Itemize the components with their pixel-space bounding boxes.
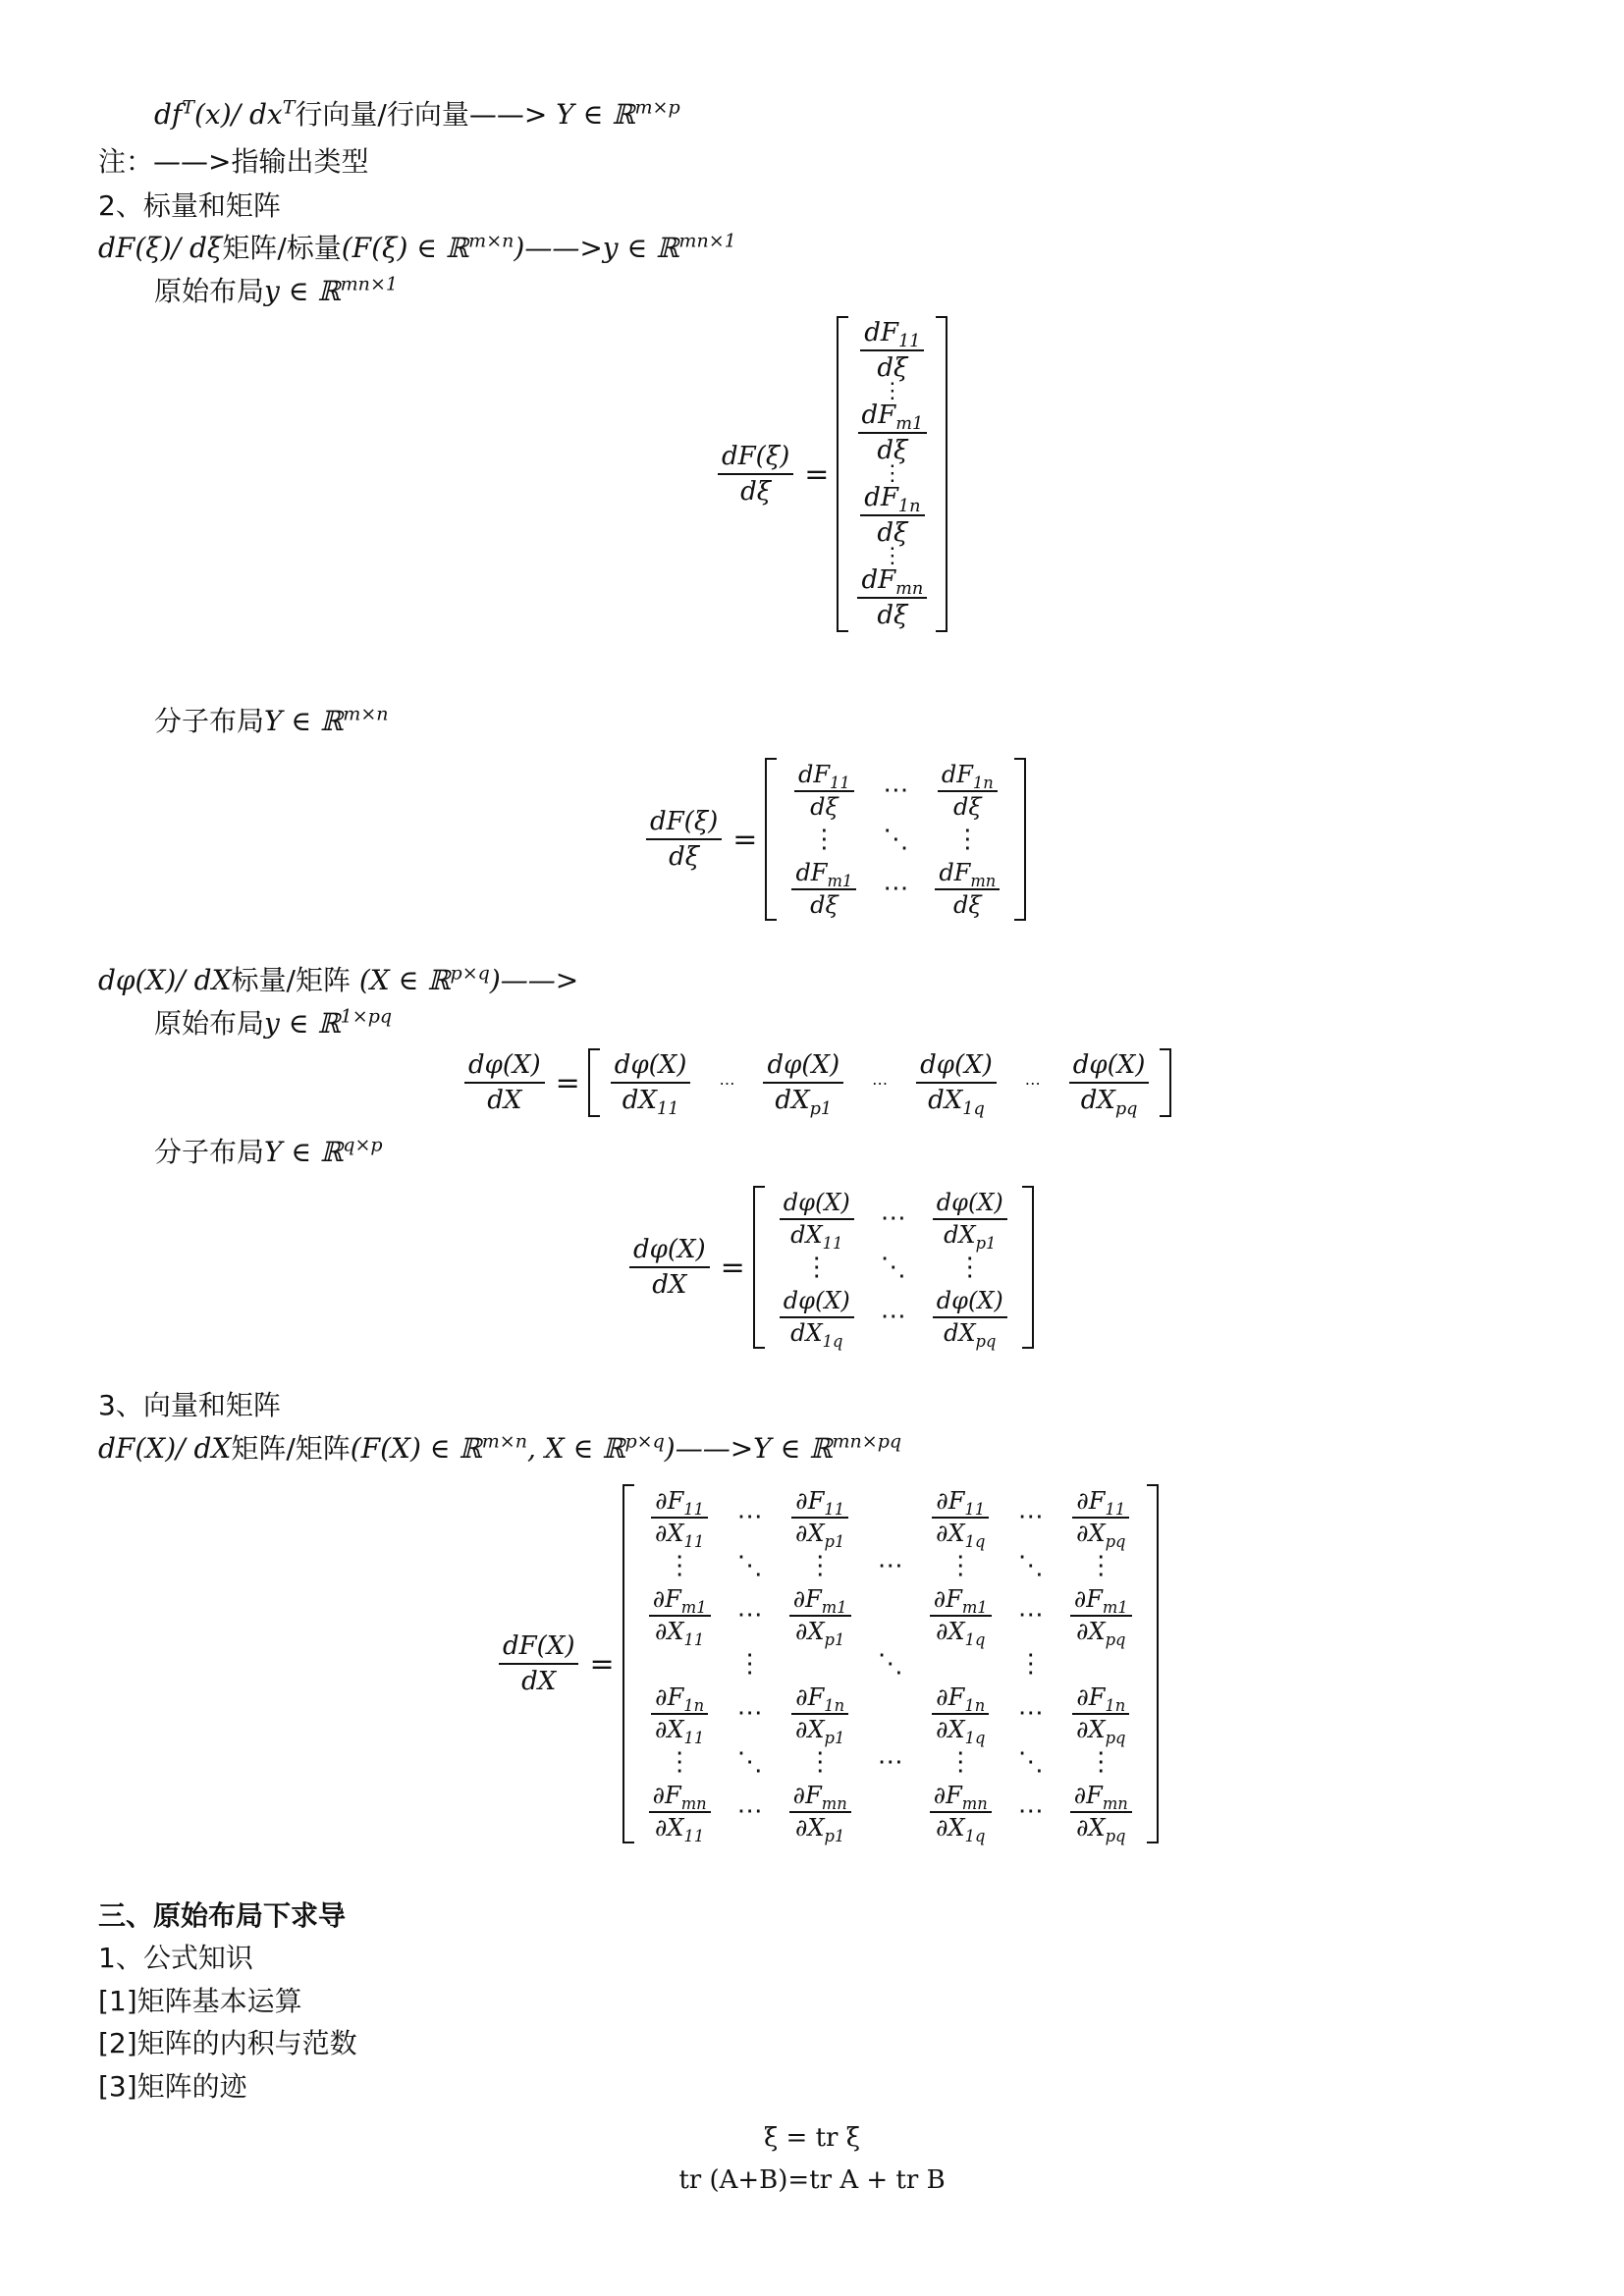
equation-dF-dxi-matrix: $\frac{dF(\xi)}{d\xi}$ = $\frac{dF_{11}}{d\xi}$ ⋯ $\frac{dF_{1n}}{d\xi}$ ⋮ ⋱ ⋮ $\frac{dF_{m1}}{d\xi}$ ⋯ $\frac{dF_{mn}}{d\xi}$	[643, 758, 1026, 921]
matrix-dots: ⋮	[667, 1747, 693, 1777]
matrix-dots	[1056, 1647, 1147, 1681]
entry-1n: $\frac{dF_{1n}}{d\xi}$	[857, 483, 927, 548]
matrix-dots: ⋮	[736, 1649, 763, 1679]
equation-dF-dX-matrix: $\frac{dF(X)}{dX}$ = $\frac{\partial F_{11}}{\partial X_{11}}$ ⋯ $\frac{\partial F_{11}}{\partial X_{p1}}$ $\frac{\partial F_{11}}{\partial X_{1q}}$ ⋯ $\frac{\partial F_{11}}{\partial X_{pq}}$ ⋮ ⋱ ⋮ ⋯ ⋮ ⋱ ⋮ $\frac{\partial F_{m1}}{\partial X_{11}}$ ⋯ $\frac{\partial F_{m1}}{\partial X_{p1}}$ $\frac{\partial F_{m1}}{\partial X_{1q}}$ ⋯ $\frac{\partial F_{m1}}{\partial X_{pq}}$ ⋮ ⋱ ⋮ $\frac{\partial F_{1n}}{\partial X_{11}}$ ⋯ $\frac{\partial F_{1n}}{\partial X_{p1}}$ $\frac{\partial F_{1n}}{\partial X_{1q}}$ ⋯ $\frac{\partial F_{1n}}{\partial X_{pq}}$ ⋮ ⋱ ⋮ ⋯ ⋮ ⋱ ⋮ $\frac{\partial F_{mn}}{\partial X_{11}}$ ⋯ $\frac{\partial F_{mn}}{\partial X_{p1}}$ $\frac{\partial F_{mn}}{\partial X_{1q}}$ ⋯ $\frac{\partial F_{mn}}{\partial X_{pq}}$	[496, 1484, 1159, 1843]
matrix-dots: ⋯	[736, 1502, 763, 1531]
matrix-entry: $\frac{\partial F_{m1}}{\partial X_{pq}}$	[1056, 1582, 1147, 1647]
line-dfT: $df^T(x)/$ $dx^T$行向量/行向量——> Y ∈ ℝ$^{m\times p}$	[154, 96, 680, 131]
matrix-dots: ⋯	[736, 1600, 763, 1629]
line-dF-dX: dF(X)/ dX矩阵/矩阵(F(X) ∈ ℝ$^{m\times n}$, X ∈ ℝ$^{p\times q}$)——>Y ∈ ℝ$^{mn\times pq}$	[98, 1430, 902, 1465]
trace-identity-1: ξ = tr ξ	[763, 2123, 861, 2153]
matrix-entry: $\frac{\partial F_{1n}}{\partial X_{1q}}$	[915, 1681, 1006, 1745]
matrix-dots: ⋯	[1017, 1600, 1044, 1629]
matrix-dots: ⋯	[1017, 1502, 1044, 1531]
matrix-dots	[634, 1647, 726, 1681]
matrix-dots: ⋮	[947, 1747, 974, 1777]
matrix-dots: ⋮	[807, 1747, 834, 1777]
matrix-dots: ⋱	[736, 1551, 763, 1580]
trace-identity-2: tr (A+B)=tr A + tr B	[678, 2165, 946, 2195]
section-3-heading: 3、向量和矩阵	[98, 1389, 281, 1421]
matrix-dots: ⋯	[1017, 1698, 1044, 1728]
matrix-dots: ⋮	[1017, 1649, 1044, 1679]
matrix-entry: $\frac{\partial F_{1n}}{\partial X_{11}}$	[634, 1681, 726, 1745]
item-1: [1]矩阵基本运算	[98, 1985, 302, 2017]
matrix-entry: $\frac{\partial F_{mn}}{\partial X_{11}}$	[634, 1779, 726, 1843]
equation-dF-dxi-column: $\frac{dF(\xi)}{d\xi}$ = $\frac{dF_{11}}{d\xi}$ ⋮ $\frac{dF_{m1}}{d\xi}$ ⋮ $\frac{dF_{1n}}{d\xi}$ ⋮ $\frac{dF_{mn}}{d\xi}$	[715, 316, 947, 632]
lhs-fraction: $\frac{dF(\xi)}{d\xi}$	[715, 442, 796, 507]
matrix-entry: $\frac{\partial F_{11}}{\partial X_{1q}}$	[915, 1484, 1006, 1549]
matrix-entry: $\frac{\partial F_{m1}}{\partial X_{p1}}$	[775, 1582, 866, 1647]
matrix-entry: $\frac{\partial F_{m1}}{\partial X_{11}}$	[634, 1582, 726, 1647]
matrix-dots: ⋯	[1017, 1796, 1044, 1826]
numerator-layout-2: 分子布局Y ∈ ℝ$^{q\times p}$	[154, 1134, 383, 1168]
matrix-qxp: $\frac{d\varphi(X)}{dX_{11}}$ ⋯ $\frac{d\varphi(X)}{dX_{p1}}$ ⋮ ⋱ ⋮ $\frac{d\varphi(X)}{dX_{1q}}$ ⋯ $\frac{d\varphi(X)}{dX_{pq}}$	[753, 1186, 1034, 1349]
dfT-lhs: $df^T(x)/$ $dx^T$	[154, 96, 296, 131]
matrix-mn-x-pq	[623, 1484, 1159, 1843]
matrix-entry: $\frac{\partial F_{mn}}{\partial X_{pq}}$	[1056, 1779, 1147, 1843]
item-3: [3]矩阵的迹	[98, 2070, 247, 2103]
matrix-entry: $\frac{\partial F_{11}}{\partial X_{p1}}$	[775, 1484, 866, 1549]
matrix-dots: ⋮	[667, 1551, 693, 1580]
matrix-dots: ⋮	[807, 1551, 834, 1580]
matrix-dots: ⋯	[877, 1551, 903, 1580]
original-layout-2: 原始布局y ∈ ℝ$^{1\times pq}$	[154, 1005, 393, 1040]
matrix-dots	[866, 1681, 915, 1745]
matrix-entry: $\frac{\partial F_{1n}}{\partial X_{p1}}$	[775, 1681, 866, 1745]
equation-dphi-dX-row: $\frac{d\varphi(X)}{dX}$ = $\frac{d\varphi(X)}{dX_{11}}$ ⋯ $\frac{d\varphi(X)}{dX_{p1}}$ ⋯ $\frac{d\varphi(X)}{dX_{1q}}$ ⋯ $\frac{d\varphi(X)}{dX_{pq}}$	[461, 1048, 1171, 1117]
item-2: [2]矩阵的内积与范数	[98, 2027, 357, 2059]
matrix-entry: $\frac{\partial F_{11}}{\partial X_{pq}}$	[1056, 1484, 1147, 1549]
subsection-1: 1、公式知识	[98, 1942, 253, 1974]
line-dphi-dX: dφ(X)/ dX标量/矩阵 (X ∈ ℝ$^{p\times q}$)——>	[98, 962, 579, 996]
entry-m1: $\frac{dF_{m1}}{d\xi}$	[855, 400, 931, 465]
row-vector: $\frac{d\varphi(X)}{dX_{11}}$ ⋯ $\frac{d\varphi(X)}{dX_{p1}}$ ⋯ $\frac{d\varphi(X)}{dX_{1q}}$ ⋯ $\frac{d\varphi(X)}{dX_{pq}}$	[588, 1048, 1172, 1117]
matrix-entry: $\frac{\partial F_{11}}{\partial X_{11}}$	[634, 1484, 726, 1549]
matrix-dots: ⋱	[1017, 1747, 1044, 1777]
matrix-dots: ⋯	[736, 1698, 763, 1728]
section-iii-heading: 三、原始布局下求导	[98, 1899, 347, 1932]
note: 注：——>指输出类型	[98, 145, 369, 178]
matrix-dots	[866, 1484, 915, 1549]
matrix-entry: $\frac{\partial F_{mn}}{\partial X_{1q}}$	[915, 1779, 1006, 1843]
entry-11: $\frac{dF_{11}}{d\xi}$	[857, 318, 927, 383]
matrix-dots: ⋱	[1017, 1551, 1044, 1580]
matrix-dots	[866, 1582, 915, 1647]
matrix-mxn: $\frac{dF_{11}}{d\xi}$ ⋯ $\frac{dF_{1n}}{d\xi}$ ⋮ ⋱ ⋮ $\frac{dF_{m1}}{d\xi}$ ⋯ $\frac{dF_{mn}}{d\xi}$	[765, 758, 1026, 921]
matrix-dots: ⋮	[947, 1551, 974, 1580]
matrix-entry: $\frac{\partial F_{m1}}{\partial X_{1q}}$	[915, 1582, 1006, 1647]
original-layout-1: 原始布局y ∈ ℝ$^{mn\times 1}$	[154, 273, 398, 307]
matrix-dots	[775, 1647, 866, 1681]
matrix-dots: ⋯	[877, 1747, 903, 1777]
line-dF-dxi: dF(ξ)/ dξ矩阵/标量(F(ξ) ∈ ℝ$^{m\times n}$)——>y ∈ ℝ$^{mn\times 1}$	[98, 230, 736, 264]
matrix-dots	[866, 1779, 915, 1843]
column-vector: $\frac{dF_{11}}{d\xi}$ ⋮ $\frac{dF_{m1}}{d\xi}$ ⋮ $\frac{dF_{1n}}{d\xi}$ ⋮ $\frac{dF_{mn}}{d\xi}$	[837, 316, 947, 632]
matrix-dots: ⋱	[736, 1747, 763, 1777]
matrix-entry: $\frac{\partial F_{1n}}{\partial X_{pq}}$	[1056, 1681, 1147, 1745]
section-2-heading: 2、标量和矩阵	[98, 189, 281, 222]
matrix-dots: ⋱	[877, 1649, 903, 1679]
equation-dphi-dX-matrix: $\frac{d\varphi(X)}{dX}$ = $\frac{d\varphi(X)}{dX_{11}}$ ⋯ $\frac{d\varphi(X)}{dX_{p1}}$ ⋮ ⋱ ⋮ $\frac{d\varphi(X)}{dX_{1q}}$ ⋯ $\frac{d\varphi(X)}{dX_{pq}}$	[626, 1186, 1034, 1349]
matrix-dots: ⋮	[1088, 1747, 1114, 1777]
matrix-entry: $\frac{\partial F_{mn}}{\partial X_{p1}}$	[775, 1779, 866, 1843]
matrix-dots: ⋮	[1088, 1551, 1114, 1580]
entry-mn: $\frac{dF_{mn}}{d\xi}$	[854, 565, 930, 630]
dfT-type: 行向量/行向量	[295, 98, 469, 131]
dfT-output: Y ∈ ℝ$^{m\times p}$	[556, 96, 680, 131]
matrix-dots: ⋯	[736, 1796, 763, 1826]
matrix-dots	[915, 1647, 1006, 1681]
numerator-layout-1: 分子布局Y ∈ ℝ$^{m\times n}$	[154, 703, 389, 737]
